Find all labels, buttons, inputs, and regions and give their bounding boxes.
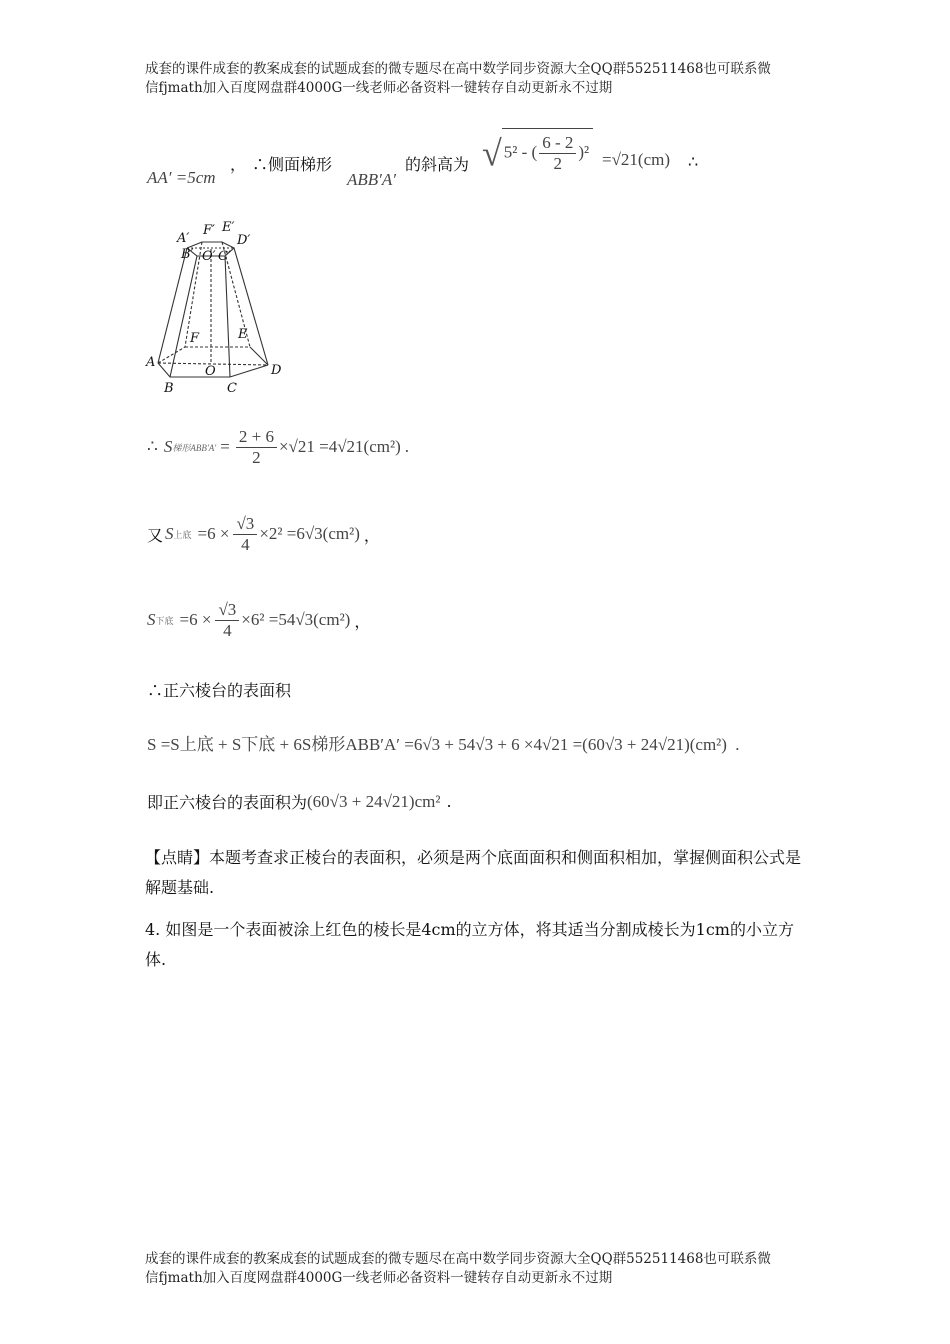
eq1-rest: ×√21 =4√21(cm²) <box>278 437 401 456</box>
eq3-rest: ×6² =54√3(cm²) <box>241 610 351 629</box>
label-f-prime: F′ <box>203 223 215 238</box>
therefore-side-trapezoid: ∴侧面梯形 <box>252 155 333 174</box>
label-d-prime: D′ <box>237 233 251 248</box>
header-line-1: 成套的课件成套的教案成套的试题成套的微专题尽在高中数学同步资源大全QQ群552511468也可联系微 <box>145 61 771 77</box>
label-c: C <box>227 381 237 396</box>
comma-1: ， <box>230 155 247 174</box>
eq1-num: 2 + 6 <box>236 427 277 448</box>
label-o-prime: O′ <box>202 249 216 264</box>
answer-line <box>147 790 452 813</box>
eq2-prefix: 又 <box>147 527 164 545</box>
label-e-prime: E′ <box>222 220 235 235</box>
eq1-prefix: ∴ <box>147 437 158 456</box>
slant-height-formula: √ 5² - ( $\frac{6 - 2}{2}$ )² <box>482 128 593 184</box>
sqrt-expr: 5² - ( <box>503 142 538 162</box>
label-a-prime: A′ <box>177 231 190 246</box>
eq3-lhs-sub: 下底 <box>155 615 174 626</box>
eq3-den: 4 <box>223 620 232 640</box>
slant-num: 6 - 2 <box>539 133 576 154</box>
page-footer <box>145 1250 825 1288</box>
bottom-base-area-equation <box>147 594 370 646</box>
label-c-prime: C′ <box>218 249 231 264</box>
eq3-num: √3 <box>215 600 239 621</box>
eq1-lhs-sub: 梯形ABB′A′ <box>172 442 217 453</box>
eq4-content: S =S上底 + S下底 + 6S梯形ABB′A′ =6√3 + 54√3 + 6 ×4√21 =(60√3 + 24√21)(cm²) <box>147 735 727 754</box>
top-base-area-equation <box>147 508 380 560</box>
eq2-lhs: S <box>165 524 174 543</box>
eq3-equals: =6 × <box>179 610 212 629</box>
eq3-lhs: S <box>147 610 156 629</box>
eq3-end: ， <box>354 613 371 631</box>
sqrt-close: )² <box>578 142 590 162</box>
eq2-lhs-sub: 上底 <box>173 529 192 540</box>
comment-paragraph: 【点睛】本题考查求正棱台的表面积，必须是两个底面面积和侧面积相加，掌握侧面积公式是解题基础. <box>145 848 802 897</box>
eq2-num: √3 <box>233 514 257 535</box>
eq2-end: ， <box>363 527 380 545</box>
footer-line-2: 信fjmath加入百度网盘群4000G一线老师必备资料一键转存自动更新永不过期 <box>145 1270 613 1286</box>
label-o: O <box>205 364 216 379</box>
trapezoid-name: ABB′A′ <box>347 170 396 189</box>
frustum-figure <box>140 215 300 405</box>
eq1-den: 2 <box>252 447 261 467</box>
aa-length: AA′ =5cm <box>147 168 216 187</box>
therefore-2: ∴ <box>688 152 699 171</box>
eq2-den: 4 <box>241 534 250 554</box>
slant-height-text: 的斜高为 <box>405 155 470 174</box>
eq4-end: . <box>735 735 740 754</box>
eq2-equals: =6 × <box>197 524 230 543</box>
eq1-equals: = <box>220 437 230 456</box>
answer-math: (60√3 + 24√21)cm² <box>307 791 441 811</box>
eq1-end: . <box>404 437 409 456</box>
label-a: A <box>146 355 156 370</box>
page-header <box>145 60 825 98</box>
answer-prefix: 即正六棱台的表面积为 <box>147 793 308 812</box>
eq2-rest: ×2² =6√3(cm²) <box>259 524 360 543</box>
trapezoid-area-equation <box>147 422 409 472</box>
footer-line-1: 成套的课件成套的教案成套的试题成套的微专题尽在高中数学同步资源大全QQ群552511468也可联系微 <box>145 1251 771 1267</box>
label-d: D <box>271 363 282 378</box>
label-b-prime: B′ <box>181 247 194 262</box>
answer-end: . <box>446 792 452 811</box>
surface-area-intro: ∴正六棱台的表面积 <box>147 681 292 700</box>
total-surface-area-equation <box>147 730 739 755</box>
label-f: F <box>190 331 200 346</box>
header-line-2: 信fjmath加入百度网盘群4000G一线老师必备资料一键转存自动更新永不过期 <box>145 80 613 96</box>
eq1-lhs: S <box>163 437 173 456</box>
label-b: B <box>164 381 174 396</box>
slant-den: 2 <box>553 154 563 173</box>
slant-height-result: =√21(cm) <box>602 150 671 169</box>
problem-4: 4. 如图是一个表面被涂上红色的棱长是4cm的立方体，将其适当分割成棱长为1cm的小立方体. <box>145 920 794 969</box>
label-e: E <box>238 327 248 342</box>
